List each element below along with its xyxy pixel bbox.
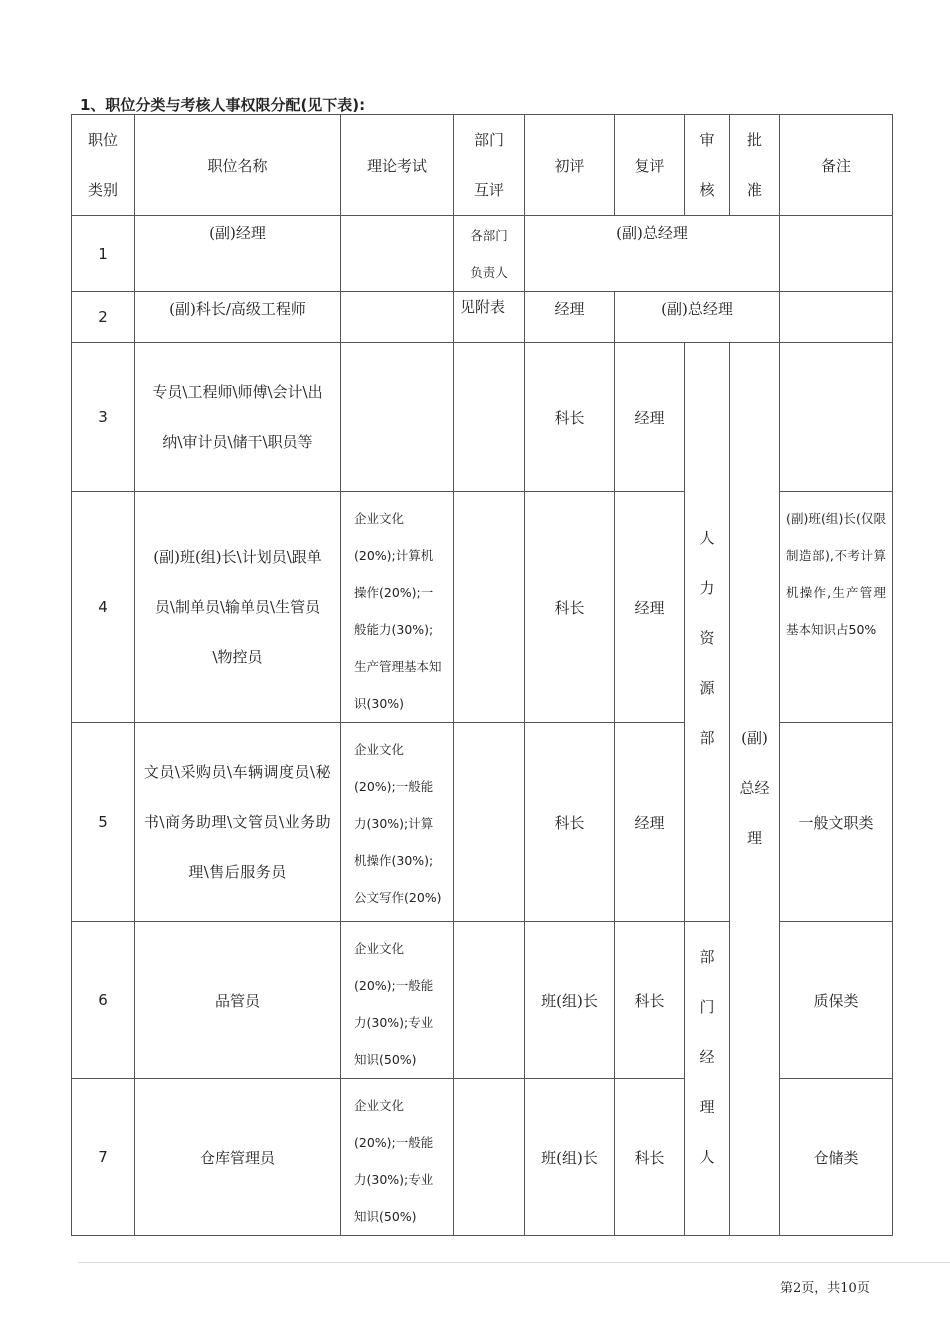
second-cell: 经理: [615, 492, 685, 723]
exam-cell: 企业文化(20%);一般能力(30%);计算机操作(30%);公文写作(20%): [341, 723, 454, 922]
position-name: [135, 723, 341, 922]
audit-dept-cell: [685, 922, 730, 1236]
review-merged-cell: (副)总经理: [615, 292, 780, 343]
table-row: [72, 216, 893, 292]
note-cell: 仓储类: [780, 1079, 893, 1236]
position-name: [135, 492, 341, 723]
second-cell: 经理: [615, 723, 685, 922]
dept-review-cell: [454, 292, 525, 343]
note-cell: 质保类: [780, 922, 893, 1079]
note-cell: [780, 216, 893, 292]
dept-review-cell: [454, 492, 525, 723]
initial-cell: 科长: [525, 492, 615, 723]
exam-cell: 企业文化(20%);计算机操作(20%);一般能力(30%);生产管理基本知识(30%): [341, 492, 454, 723]
header-second: 复评: [615, 115, 685, 216]
second-cell: 经理: [615, 343, 685, 492]
approve-gm-cell: [730, 343, 780, 1236]
audit-hr-text: 人力资源部: [699, 529, 715, 747]
table-row: [72, 343, 893, 492]
permission-table: [71, 114, 893, 1236]
note-cell: [780, 292, 893, 343]
header-approve: [730, 115, 780, 216]
audit-dept-text: 部门经理人: [699, 948, 715, 1166]
dept-review-cell: [454, 723, 525, 922]
table-row: [72, 292, 893, 343]
page-heading: 1、职位分类与考核人事权限分配(见下表):: [80, 96, 366, 114]
dept-review-cell: [454, 1079, 525, 1236]
header-exam: 理论考试: [341, 115, 454, 216]
footer-divider: [78, 1262, 950, 1263]
note-cell: [780, 343, 893, 492]
dept-review-cell: [454, 216, 525, 292]
review-merged-cell: (副)总经理: [525, 216, 780, 292]
page-footer: 第2页，共10页: [780, 1281, 870, 1296]
header-initial: 初评: [525, 115, 615, 216]
header-category: [72, 115, 135, 216]
header-dept-review-text: 部门互评: [473, 131, 504, 199]
audit-hr-cell: [685, 343, 730, 922]
row-number: 6: [72, 922, 135, 1079]
header-audit-text: 审核: [699, 131, 715, 199]
dept-review-text: 见附表: [460, 298, 506, 316]
row-number: 1: [72, 216, 135, 292]
header-audit: [685, 115, 730, 216]
note-cell: (副)班(组)长(仅限制造部),不考计算机操作,生产管理基本知识占50%: [780, 492, 893, 723]
dept-review-cell: [454, 922, 525, 1079]
row-number: 7: [72, 1079, 135, 1236]
header-note: 备注: [780, 115, 893, 216]
header-category-text: 职位类别: [87, 131, 118, 199]
initial-cell: 经理: [525, 292, 615, 343]
exam-cell: [341, 292, 454, 343]
second-cell: 科长: [615, 1079, 685, 1236]
exam-cell: 企业文化(20%);一般能力(30%);专业知识(50%): [341, 922, 454, 1079]
header-name: 职位名称: [135, 115, 341, 216]
row-number: 3: [72, 343, 135, 492]
dept-review-text: 各部门负责人: [470, 227, 508, 280]
header-dept-review: [454, 115, 525, 216]
note-cell: 一般文职类: [780, 723, 893, 922]
initial-cell: 班(组)长: [525, 1079, 615, 1236]
position-name: (副)科长/高级工程师: [135, 292, 341, 343]
header-approve-text: 批准: [746, 131, 762, 199]
initial-cell: 科长: [525, 343, 615, 492]
position-name-text: 专员\工程师\师傅\会计\出纳\审计员\储干\职员等: [152, 383, 323, 451]
exam-cell: [341, 343, 454, 492]
second-cell: 科长: [615, 922, 685, 1079]
dept-review-cell: [454, 343, 525, 492]
row-number: 4: [72, 492, 135, 723]
initial-cell: 科长: [525, 723, 615, 922]
position-name: 仓库管理员: [135, 1079, 341, 1236]
position-name-text: (副)班(组)长\计划员\跟单员\制单员\输单员\生管员\物控员: [153, 548, 322, 666]
initial-cell: 班(组)长: [525, 922, 615, 1079]
row-number: 5: [72, 723, 135, 922]
position-name: (副)经理: [135, 216, 341, 292]
position-name: [135, 343, 341, 492]
header-row: [72, 115, 893, 216]
row-number: 2: [72, 292, 135, 343]
exam-cell: [341, 216, 454, 292]
exam-cell: 企业文化(20%);一般能力(30%);专业知识(50%): [341, 1079, 454, 1236]
approve-gm-text: (副)总经理: [739, 729, 770, 847]
position-name-text: 文员\采购员\车辆调度员\秘书\商务助理\文管员\业务助理\售后服务员: [143, 763, 332, 881]
position-name: 品管员: [135, 922, 341, 1079]
